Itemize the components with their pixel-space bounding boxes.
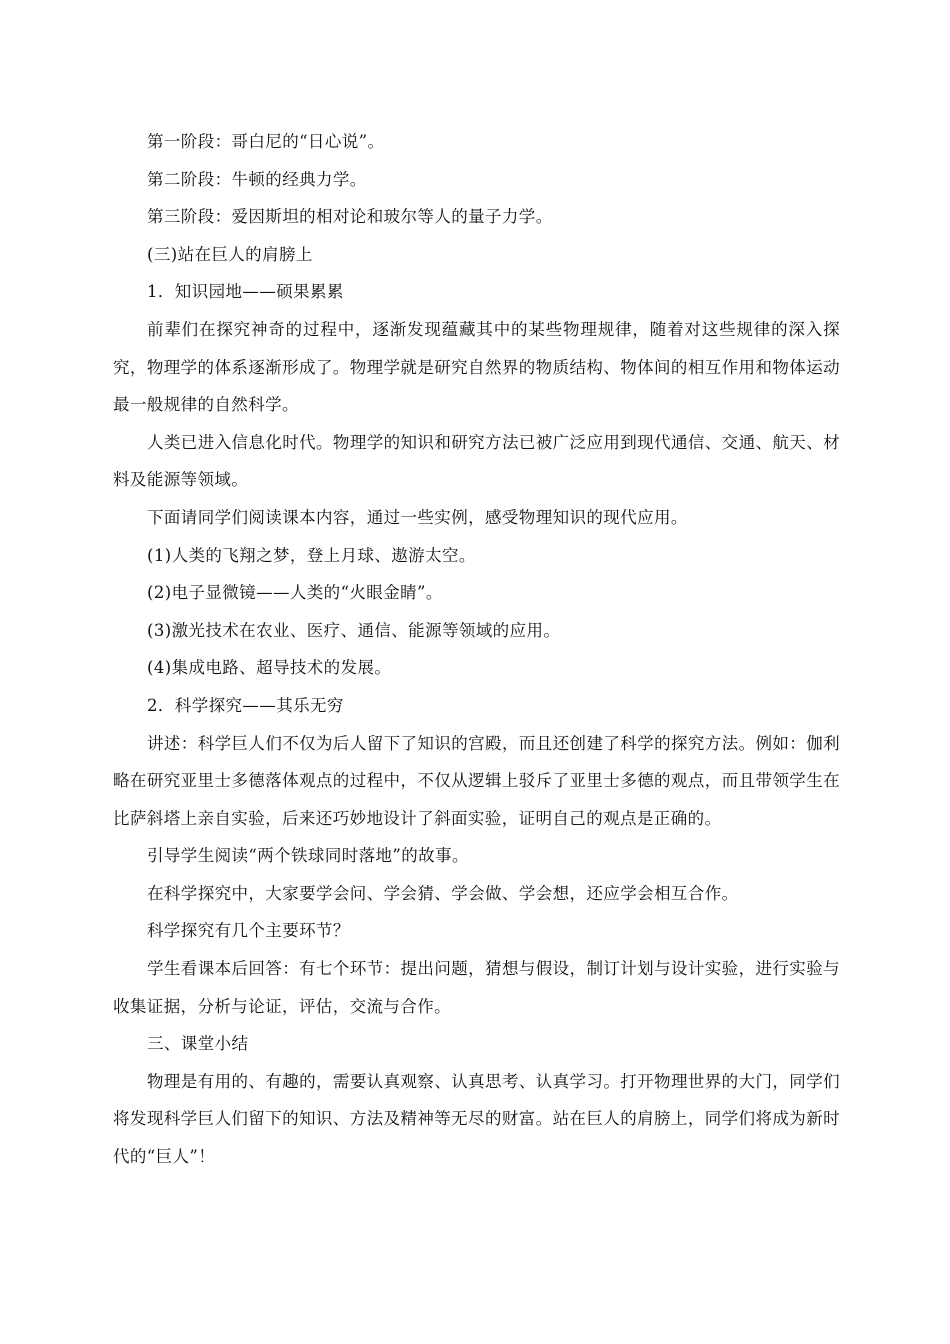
section-heading-giants: (三)站在巨人的肩膀上: [147, 244, 313, 264]
subheading-knowledge-garden: 1．知识园地——硕果累累: [147, 282, 344, 302]
subheading-scientific-inquiry: 2．科学探究——其乐无穷: [147, 695, 344, 715]
paragraph-galileo: 讲述：科学巨人们不仅为后人留下了知识的宫殿，而且还创建了科学的探究方法。例如：伽利略在研究亚里士多德落体观点的过程中，不仅从逻辑上驳斥了亚里士多德的观点，而且带领学生在比萨斜塔上亲自实验，后来还巧妙地设计了斜面实验，证明自己的观点是正确的。: [113, 733, 840, 828]
paragraph-read-textbook: 下面请同学们阅读课本内容，通过一些实例，感受物理知识的现代应用。: [147, 507, 688, 527]
paragraph-information-age: 人类已进入信息化时代。物理学的知识和研究方法已被广泛应用到现代通信、交通、航天、材料及能源等领域。: [113, 432, 840, 490]
paragraph-physics-system: 前辈们在探究神奇的过程中，逐渐发现蕴藏其中的某些物理规律，随着对这些规律的深入探究，物理学的体系逐渐形成了。物理学就是研究自然界的物质结构、物体间的相互作用和物体运动最一般规律的自然科学。: [113, 319, 840, 415]
paragraph-learn-to-ask: 在科学探究中，大家要学会问、学会猜、学会做、学会想，还应学会相互合作。: [147, 883, 739, 903]
paragraph-seven-steps: 学生看课本后回答：有七个环节：提出问题，猜想与假设，制订计划与设计实验，进行实验与收集证据，分析与论证，评估，交流与合作。: [113, 959, 840, 1016]
stage-one-line: 第一阶段：哥白尼的“日心说”。: [147, 132, 385, 151]
list-item-1: (1)人类的飞翔之梦，登上月球、遨游太空。: [147, 545, 476, 565]
paragraph-summary: 物理是有用的、有趣的，需要认真观察、认真思考、认真学习。打开物理世界的大门，同学们将发现科学巨人们留下的知识、方法及精神等无尽的财富。站在巨人的肩膀上，同学们将成为新时代的“巨人”！: [113, 1071, 840, 1167]
stage-two-line: 第二阶段：牛顿的经典力学。: [147, 169, 367, 189]
section-heading-summary: 三、课堂小结: [147, 1034, 249, 1054]
list-item-4: (4)集成电路、超导技术的发展。: [147, 658, 392, 678]
list-item-2: (2)电子显微镜——人类的“火眼金睛”。: [147, 583, 443, 603]
paragraph-two-iron-balls: 引导学生阅读“两个铁球同时落地”的故事。: [147, 846, 469, 866]
stage-three-line: 第三阶段：爱因斯坦的相对论和玻尔等人的量子力学。: [147, 207, 553, 227]
question-main-steps: 科学探究有几个主要环节？: [147, 921, 350, 941]
list-item-3: (3)激光技术在农业、医疗、通信、能源等领域的应用。: [147, 620, 561, 640]
